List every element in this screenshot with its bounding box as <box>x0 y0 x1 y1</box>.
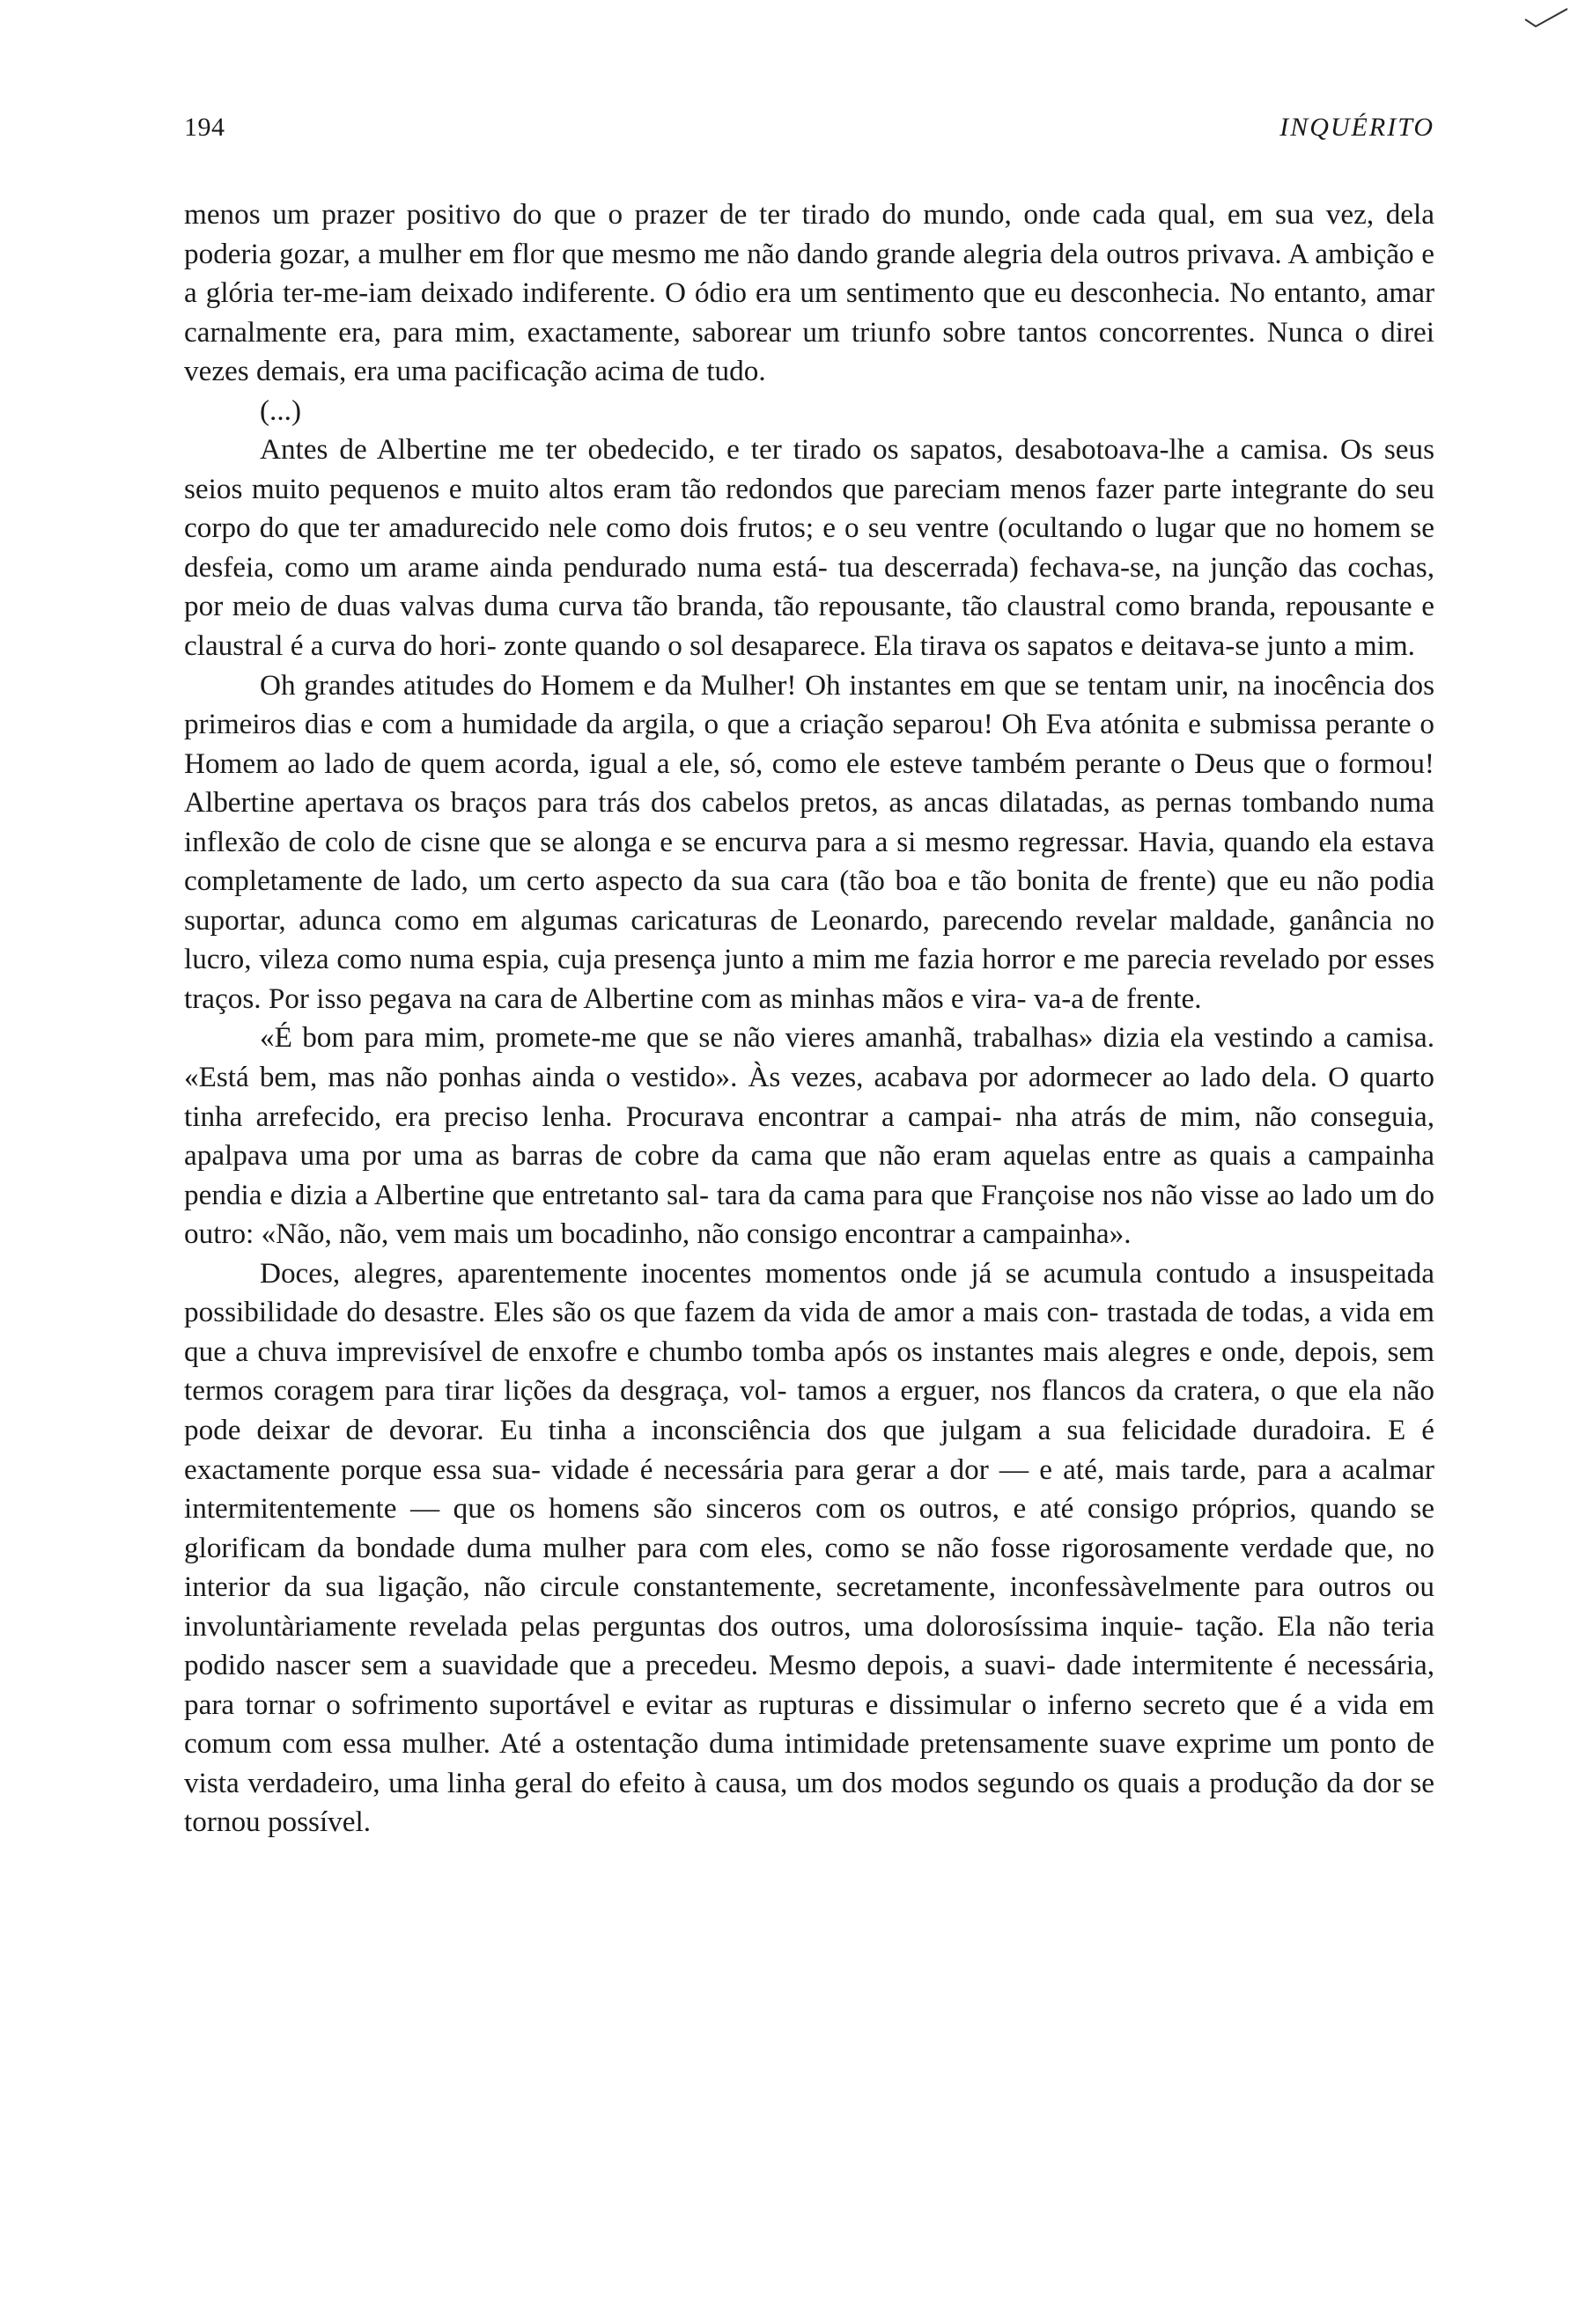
body-text <box>184 195 1434 1842</box>
paragraph: «É bom para mim, promete-me que se não vieres amanhã, trabalhas» dizia ela vestindo a camisa. «Está bem, mas não ponhas ainda o vestido». Às vezes, acabava por adormecer ao lado dela. O quarto tinha arrefecido, era preciso lenha. Procurava encontrar a campai- nha atrás de mim, não conseguia, apalpava uma por uma as barras de cobre da cama que não eram aquelas entre as quais a campainha pendia e dizia a Albertine que entretanto sal- tara da cama para que Françoise nos não visse ao lado um do outro: «Não, não, vem mais um bocadinho, não consigo encontrar a campainha». <box>184 1021 1434 1251</box>
page-header <box>184 113 1434 157</box>
page-number: 194 <box>184 113 225 142</box>
tick-mark-icon <box>1516 0 1578 35</box>
omission-marker: (...) <box>260 393 301 427</box>
paragraph: Oh grandes atitudes do Homem e da Mulher! Oh instantes em que se tentam unir, na inocência dos primeiros dias e com a humidade da argila, o que a criação separou! Oh Eva atónita e submissa perante o Homem ao lado de quem acorda, igual a ele, só, como ele esteve também perante o Deus que o formou! Albertine apertava os braços para trás dos cabelos pretos, as ancas dilatadas, as pernas tombando numa inflexão de colo de cisne que se alonga e se encurva para a si mesmo regressar. Havia, quando ela estava completamente de lado, um certo aspecto da sua cara (tão boa e tão bonita de frente) que eu não podia suportar, adunca como em algumas caricaturas de Leonardo, parecendo revelar maldade, ganância no lucro, vileza como numa espia, cuja presença junto a mim me fazia horror e me parecia revelado por esses traços. Por isso pegava na cara de Albertine com as minhas mãos e vira- va-a de frente. <box>184 668 1434 1015</box>
paragraph: Doces, alegres, aparentemente inocentes momentos onde já se acumula contudo a insuspeitada possibilidade do desastre. Eles são os que fazem da vida de amor a mais con- trastada de todas, a vida em que a chuva imprevisível de enxofre e chumbo tomba após os instantes mais alegres e onde, depois, sem termos coragem para tirar lições da desgraça, vol- tamos a erguer, nos flancos da cratera, o que ela não pode deixar de devorar. Eu tinha a inconsciência dos que julgam a sua felicidade duradoira. E é exactamente porque essa sua- vidade é necessária para gerar a dor — e até, mais tarde, para a acalmar intermitentemente — que os homens são sinceros com os outros, e até consigo próprios, quando se glorificam da bondade duma mulher para com eles, como se não fosse rigorosamente verdade que, no interior da sua ligação, não circule constantemente, secretamente, inconfessàvelmente para outros ou involuntàriamente revelada pelas perguntas dos outros, uma dolorosíssima inquie- tação. Ela não teria podido nascer sem a suavidade que a precedeu. Mesmo depois, a suavi- dade intermitente é necessária, para tornar o sofrimento suportável e evitar as rupturas e dissimular o inferno secreto que é a vida em comum com essa mulher. Até a ostentação duma intimidade pretensamente suave exprime um ponto de vista verdadeiro, uma linha geral do efeito à causa, um dos modos segundo os quais a produção da dor se tornou possível. <box>184 1256 1434 1839</box>
paragraph: menos um prazer positivo do que o prazer de ter tirado do mundo, onde cada qual, em sua vez, dela poderia gozar, a mulher em flor que mesmo me não dando grande alegria dela outros privava. A ambição e a glória ter-me-iam deixado indiferente. O ódio era um sentimento que eu desconhecia. No entanto, amar carnalmente era, para mim, exactamente, saborear um triunfo sobre tantos concorrentes. Nunca o direi vezes demais, era uma pacificação acima de tudo. <box>184 198 1434 388</box>
running-title: INQUÉRITO <box>1279 113 1434 142</box>
paragraph: Antes de Albertine me ter obedecido, e ter tirado os sapatos, desabotoava-lhe a camisa. Os seus seios muito pequenos e muito altos eram tão redondos que pareciam menos fazer parte integrante do seu corpo do que ter amadurecido nele como dois frutos; e o seu ventre (ocultando o lugar que no homem se desfeia, como um arame ainda pendurado numa está- tua descerrada) fechava-se, na junção das cochas, por meio de duas valvas duma curva tão branda, tão repousante, tão claustral como branda, repousante e claustral é a curva do hori- zonte quando o sol desaparece. Ela tirava os sapatos e deitava-se junto a mim. <box>184 433 1434 663</box>
